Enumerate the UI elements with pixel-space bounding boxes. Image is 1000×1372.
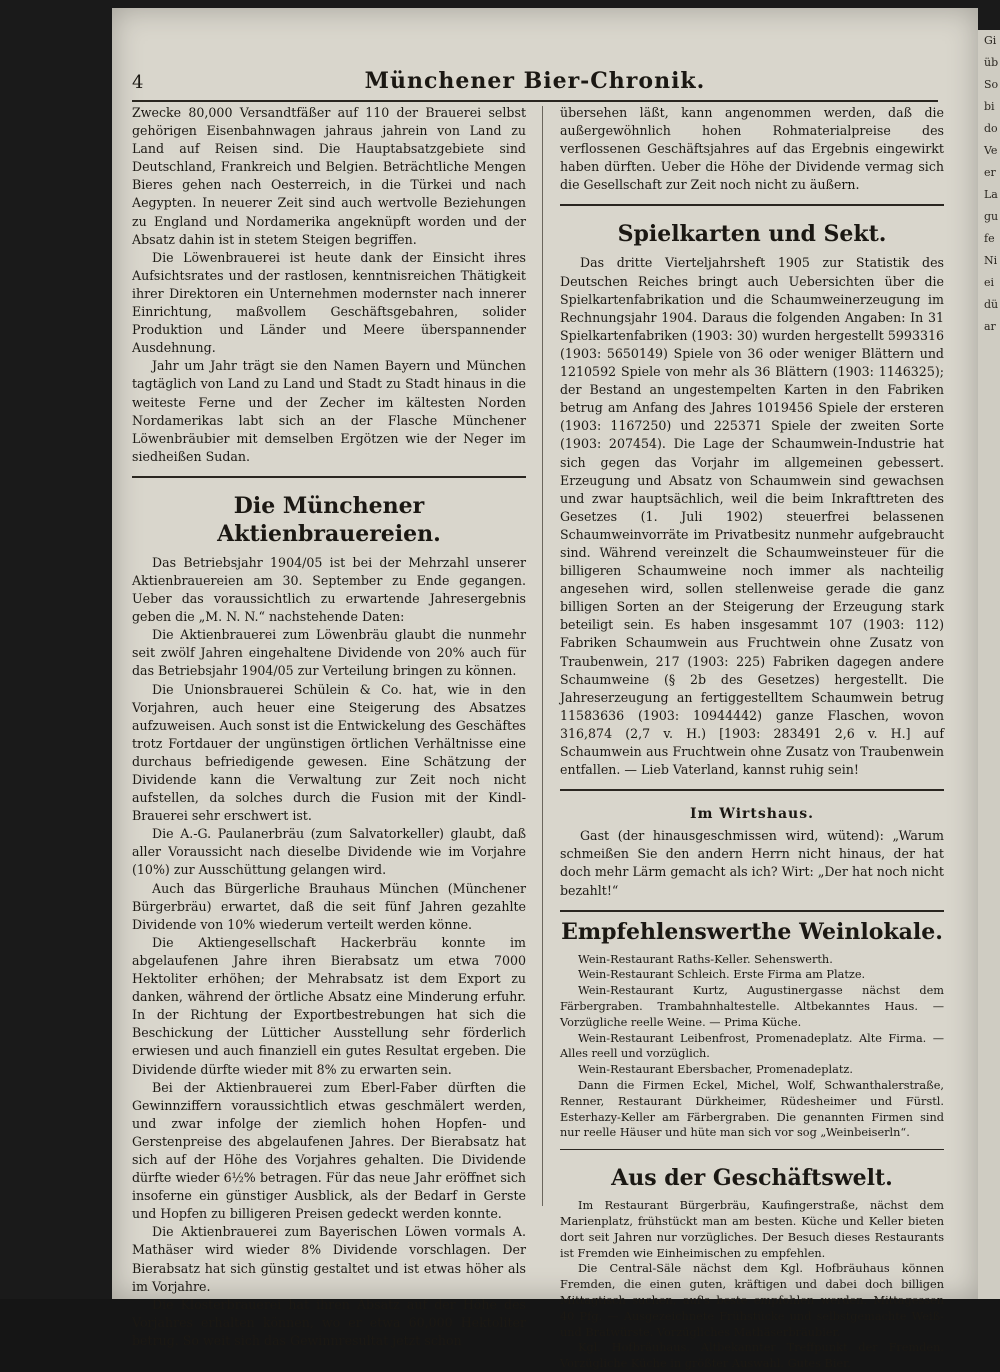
article-paragraph: Die Löwenbrauerei ist heute dank der Einsicht ihres Aufsichtsrates und der rastlosen, kenntnisreichen Thätigkeit ihrer Direktoren ein Unternehmen modernster nach innerer Einrichtung, maßvollem Geschäftsgebahren, solider Produktion und Länder und Meere überspannender Ausdehnung.	[132, 249, 526, 356]
section-rule	[560, 910, 944, 912]
article-paragraph: Die A.-G. Paulanerbräu (zum Salvatorkeller) glaubt, daß aller Voraussicht nach dieselbe Dividende wie im Vorjahre (10%) zur Ausschüttung gelangen wird.	[132, 826, 526, 878]
left-column	[132, 104, 526, 1350]
list-item: Die Central-Säle nächst dem Kgl. Hofbräuhaus können Fremden, die einen guten, kräftigen und dabei doch billigen Mittagtisch suchen, auf's beste empfohlen werden. Mittagessen 40 Pfg. — Ausgezeichnete Frühstücke und selbstgemachte Weiß- und Bratwürste. Vorzügliches Mathäserbräubier.	[560, 1262, 944, 1339]
edge-fragment: La	[984, 188, 998, 201]
edge-fragment: ar	[984, 320, 996, 333]
page-number: 4	[132, 72, 144, 93]
edge-fragment: Gi	[984, 34, 997, 47]
edge-fragment: fe	[984, 232, 995, 245]
business-notices-list	[560, 1198, 944, 1372]
article-paragraph: übersehen läßt, kann angenommen werden, daß die außergewöhnlich hohen Rohmaterialpreise des verflossenen Geschäftsjahres auf das Ergebnis eingewirkt haben dürften. Ueber die Höhe der Dividende vermag sich die Gesellschaft zur Zeit noch nicht zu äußern.	[560, 105, 944, 193]
list-item: Wein-Restaurant Kurtz, Augustinergasse nächst dem Färbergraben. Trambahnhaltestelle. Altbekanntes Haus. — Vorzügliche reelle Weine. — Prima Küche.	[560, 984, 944, 1029]
article-paragraph: Die Aktienbrauerei zum Bayerischen Löwen vormals A. Mathäser wird wieder 8% Dividende vorschlagen. Der Bierabsatz hat sich günstig gestaltet und ist etwas höher als im Vorjahre.	[132, 1224, 526, 1294]
edge-fragment: er	[984, 166, 996, 179]
section-rule	[560, 1149, 944, 1150]
list-item: Wein-Restaurant Schleich. Erste Firma am Platze.	[578, 968, 866, 982]
section-rule	[560, 789, 944, 791]
article-paragraph: Jahr um Jahr trägt sie den Namen Bayern und München tagtäglich von Land zu Land und Stadt zu Stadt hinaus in die weiteste Ferne und der Zecher im kältesten Norden Nordamerikas labt sich an der Flasche Münchener Löwenbräubier mit demselben Ergötzen wie der Neger im siedheißen Sudan.	[132, 358, 526, 464]
edge-fragment: bi	[984, 100, 995, 113]
section-heading: Empfehlenswerthe Weinlokale.	[561, 918, 943, 945]
article-paragraph: Das dritte Vierteljahrsheft 1905 zur Statistik des Deutschen Reiches bringt auch Uebersichten über die Spielkartenfabrikation und die Schaumweinerzeugung im Rechnungsjahr 1904. Daraus die folgenden Angaben: In 31 Spielkartenfabriken (1903: 30) wurden hergestellt 5993316 (1903: 5650149) Spiele von 36 oder weniger Blättern und 1210592 Spiele von mehr als 36 Blättern (1903: 1146325); der Bestand an ungestempelten Karten in den Fabriken betrug am Anfang des Jahres 1019456 Spiele der ersteren (1903: 1167250) und 225371 Spiele der zweiten Sorte (1903: 207454). Die Lage der Schaumwein-Industrie hat sich gegen das Vorjahr im allgemeinen gebessert. Erzeugung und Absatz von Schaumwein sind gewachsen und zwar hauptsächlich, weil die beim Inkrafttreten des Gesetzes (1. Juli 1902) steuerfrei belassenen Schaumweinvorräte im Privatbesitz nunmehr aufgebraucht sind. Während vereinzelt die Schaumweinsteuer für die billigeren Schaumweine noch immer als nachteilig angesehen wird, sollen stellenweise gerade die ganz billigen Sorten an der Steigerung der Erzeugung stark beteiligt sein. Es haben insgesammt 107 (1903: 112) Fabriken Schaumwein aus Fruchtwein ohne Zusatz von Traubenwein, 217 (1903: 225) Fabriken dagegen andere Schaumweine (§ 2b des Gesetzes) hergestellt. Die Jahreserzeugung an fertiggestelltem Schaumwein betrug 11583636 (1903: 10944442) ganze Flaschen, wovon 316,874 (2,7 v. H.) [1903: 283491 2,6 v. H.] auf Schaumwein aus Fruchtwein ohne Zusatz von Traubenwein entfallen. — Lieb Vaterland, kannst ruhig sein!	[560, 255, 944, 778]
article-paragraph: Die Aktienbrauerei zum Löwenbräu glaubt die nunmehr seit zwölf Jahren eingehaltene Dividende von 20% auch für das Betriebsjahr 1904/05 zur Verteilung bringen zu können.	[132, 627, 526, 679]
edge-fragment: üb	[984, 56, 999, 69]
adjacent-page-edge	[978, 30, 1000, 1299]
masthead-title: Münchener Bier-Chronik.	[364, 68, 706, 94]
wine-restaurant-list	[560, 952, 944, 1142]
edge-fragment: gu	[984, 210, 999, 223]
edge-fragment: dü	[984, 298, 999, 311]
article-paragraph: Die Klosterbrauerei hat ihren Absatz auf der Höhe des Vorjahres erhalten können, wo er etwa 60,000 Hektoliter betrug. So weit sich das Gewinnresultat jetzt schon	[132, 1296, 526, 1348]
edge-fragment: So	[984, 78, 999, 91]
list-item: Kgl. Hofbräuhaus. Altbekannter Treffpunkt der Fremden. Vorzügliche Küche in größter Auswahl. Gutes Bier.	[560, 1341, 944, 1371]
section-heading: Aus der Geschäftswelt.	[611, 1165, 893, 1192]
section-heading: Die Münchener Aktienbrauereien.	[217, 492, 441, 547]
article-paragraph: Die Unionsbrauerei Schülein & Co. hat, wie in den Vorjahren, auch heuer eine Steigerung des Absatzes aufzuweisen. Auch sonst ist die Entwickelung des Geschäftes trotz Fortdauer der ungünstigen örtlichen Verhältnisse eine durchaus befriedigende gewesen. Eine Schätzung der Dividende kann die Verwaltung zur Zeit noch nicht aufstellen, da solches durch die Fusion mit der Kindl-Brauerei sehr erschwert ist.	[132, 681, 526, 824]
anecdote-heading: Im Wirtshaus.	[690, 806, 814, 823]
article-paragraph: Das Betriebsjahr 1904/05 ist bei der Mehrzahl unserer Aktienbrauereien am 30. September zu Ende gegangen. Ueber das voraussichtlich zu erwartende Jahresergebnis geben die „M. N. N.“ nachstehende Daten:	[132, 554, 526, 625]
list-item: Wein-Restaurant Ebersbacher, Promenadeplatz.	[578, 1063, 853, 1077]
section-rule	[132, 476, 526, 478]
list-item: Wein-Restaurant Raths-Keller. Sehenswerth.	[578, 952, 833, 966]
edge-fragment: Ni	[984, 254, 998, 267]
article-paragraph: Auch das Bürgerliche Brauhaus München (Münchener Bürgerbräu) erwartet, daß die seit fünf Jahren gezahlte Dividende von 10% wiederum verteilt werden könne.	[132, 880, 526, 932]
list-item: Im Restaurant Bürgerbräu, Kaufingerstraße, nächst dem Marienplatz, frühstückt man am besten. Küche und Keller bieten dort seit Jahren nur vorzügliches. Der Besuch dieses Restaurants ist Fremden wie Einheimischen zu empfehlen.	[560, 1199, 944, 1260]
article-paragraph: Die Aktiengesellschaft Hackerbräu konnte im abgelaufenen Jahre ihren Bierabsatz um etwa 7000 Hektoliter erhöhen; der Mehrabsatz ist dem Export zu danken, während der örtliche Absatz eine Minderung erfuhr. In der Richtung der Exportbestrebungen hat sich die Beschickung der Lütticher Ausstellung sehr förderlich erwiesen und auch finanziell ein gutes Resultat ergeben. Die Dividende dürfte wieder mit 8% zu erwarten sein.	[132, 934, 526, 1077]
article-paragraph: Bei der Aktienbrauerei zum Eberl-Faber dürften die Gewinnziffern voraussichtlich etwas geschmälert werden, und zwar infolge der ziemlich hohen Hopfen- und Gerstenpreise des abgelaufenen Jahres. Der Bierabsatz hat sich auf der Höhe des Vorjahres gehalten. Die Dividende dürfte wieder 6½% betragen. Für das neue Jahr eröffnet sich insoferne ein günstiger Ausblick, als der Bedarf in Gerste und Hopfen zu billigeren Preisen gedeckt werden konnte.	[132, 1079, 526, 1222]
list-item: Dann die Firmen Eckel, Michel, Wolf, Schwanthalerstraße, Renner, Restaurant Dürkheimer, Rüdesheimer und Fürstl. Esterhazy-Keller am Färbergraben. Die genannten Firmen sind nur reelle Häuser und hüte man sich vor sog „Weinbeiserln“.	[560, 1079, 944, 1140]
section-heading: Spielkarten und Sekt.	[617, 221, 887, 248]
article-paragraph: Gast (der hinausgeschmissen wird, wütend): „Warum schmeißen Sie den andern Herrn nicht hinaus, der hat doch mehr Lärm gemacht als ich? Wirt: „Der hat noch nicht bezahlt!“	[560, 828, 944, 898]
list-item: Wein-Restaurant Leibenfrost, Promenadeplatz. Alte Firma. — Alles reell und vorzüglich.	[560, 1031, 944, 1061]
section-rule	[560, 204, 944, 206]
edge-fragment: ei	[984, 276, 995, 289]
page-header	[132, 66, 938, 102]
edge-fragment: Ve	[984, 144, 998, 157]
column-divider	[542, 106, 543, 1206]
article-paragraph: Zwecke 80,000 Versandtfäßer auf 110 der Brauerei selbst gehörigen Eisenbahnwagen jahraus jahrein von Land zu Land auf Reisen sind. Die Hauptabsatzgebiete sind Deutschland, Frankreich und Belgien. Beträchtliche Mengen Bieres gehen nach Oesterreich, in die Türkei und nach Aegypten. In neuerer Zeit sind auch wertvolle Beziehungen zu England und Nordamerika angeknüpft worden und der Absatz dahin ist in stetem Steigen begriffen.	[132, 105, 526, 247]
right-column	[560, 104, 944, 1372]
edge-fragment: do	[984, 122, 998, 135]
